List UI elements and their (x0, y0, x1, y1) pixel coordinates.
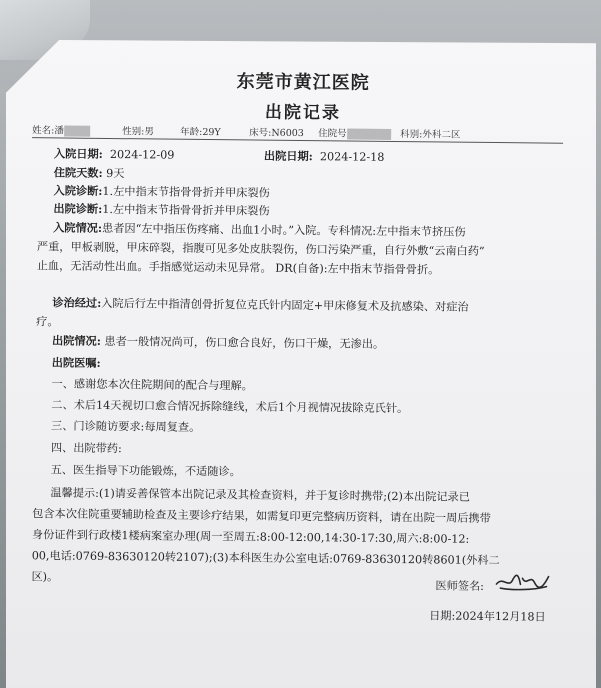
patient-name (32, 122, 90, 137)
name-label: 姓名: (32, 125, 55, 137)
stay-days-row (54, 164, 125, 181)
discharge-status-text: 患者一般情况尚可，伤口愈合良好，伤口干燥，无渗出。 (104, 334, 385, 351)
orders-label: 出院医嘱: (51, 355, 101, 370)
order-item-1: 一、感谢您本次住院期间的配合与理解。 (51, 377, 253, 393)
admission-no-redaction (347, 128, 391, 139)
reminder-line-4: 00,电话:0769-83630120转2107);(3)本科医生办公室电话:0769-83630120转8601(外科二 (31, 549, 500, 568)
record-title: 出院记录 (264, 102, 341, 124)
discharge-status-row (52, 332, 384, 351)
admit-diagnosis-label: 入院诊断: (53, 183, 103, 198)
order-item-3: 三、门诊随访要求:每周复查。 (51, 419, 201, 434)
admit-date-value: 2024-12-09 (109, 148, 175, 162)
reminder-line-5: 区)。 (31, 570, 59, 584)
reminder-line-2: 包含本次住院重要辅助检查及主要诊疗结果，如需复印更完整病历资料，请在出院一周后携带 (32, 507, 491, 526)
admission-status-line-1 (53, 219, 466, 239)
order-item-4: 四、出院带药: (50, 441, 122, 456)
treatment-label: 诊治经过: (52, 295, 102, 310)
signature-date: 日期:2024年12月18日 (429, 609, 546, 624)
admit-date-row (54, 145, 175, 162)
hospital-title: 东莞市黄江医院 (236, 71, 370, 94)
discharge-date-value: 2024-12-18 (319, 150, 385, 164)
stay-days-value: 9天 (106, 166, 125, 181)
treatment-line-2: 疗。 (36, 315, 59, 329)
admission-status-label: 入院情况: (53, 220, 103, 235)
discharge-date-row (264, 148, 385, 165)
admission-status-text-1: 患者因“左中指压伤疼痛、出血1小时。”入院。专科情况:左中指末节挤压伤 (101, 221, 466, 239)
signature-label: 医师签名: (435, 579, 485, 593)
stay-days-label: 住院天数: (53, 165, 103, 180)
admit-date-label: 入院日期: (53, 146, 103, 161)
doctor-signature-image (492, 570, 552, 595)
admit-diagnosis-value: 1.左中指末节指骨骨折并甲床裂伤 (102, 184, 270, 200)
admission-no-label: 住院号 (318, 128, 347, 140)
discharge-date-label: 出院日期: (263, 148, 313, 164)
reminder-line-3: 身份证件到行政楼1楼病案室办理(周一至周五:8:00-12:00,14:30-17:30,周六:8:00-12: (31, 528, 470, 546)
order-item-2: 二、术后14天视切口愈合情况拆除缝线，术后1个月视情况拔除克氏针。 (51, 398, 409, 416)
patient-age: 年龄:29Y (180, 126, 221, 139)
name-value: 潘 (54, 125, 64, 137)
treatment-text-1: 入院后行左中指清创骨折复位克氏针内固定+甲床修复术及抗感染、对症治 (101, 296, 469, 314)
treatment-line-1 (52, 294, 468, 314)
bed-number: 床号:N6003 (249, 127, 304, 140)
discharge-diagnosis-label: 出院诊断: (53, 201, 103, 216)
admission-number (318, 125, 391, 140)
admission-status-line-2: 严重，甲板剥脱，甲床碎裂，指腹可见多处皮肤裂伤，伤口污染严重，自行外敷“云南白药” (36, 240, 485, 258)
discharge-diagnosis-value: 1.左中指末节指骨骨折并甲床裂伤 (102, 202, 270, 218)
patient-gender: 性别:男 (122, 126, 154, 138)
admission-status-line-3: 止血，无活动性出血。手指感觉运动未见异常。 DR(自备):左中指末节指骨骨折。 (36, 259, 440, 277)
reminder-line-1: 温馨提示:(1)请妥善保管本出院记录及其检查资料，并于复诊时携带;(2)本出院记录已 (50, 486, 471, 504)
discharge-diagnosis-row (53, 200, 269, 218)
admit-diagnosis-row (53, 182, 269, 200)
department: 科别:外科二区 (400, 129, 461, 141)
order-item-5: 五、医生指导下功能锻炼，不适随诊。 (50, 463, 241, 479)
name-redaction (64, 126, 90, 137)
discharge-status-label: 出院情况: (51, 333, 101, 348)
